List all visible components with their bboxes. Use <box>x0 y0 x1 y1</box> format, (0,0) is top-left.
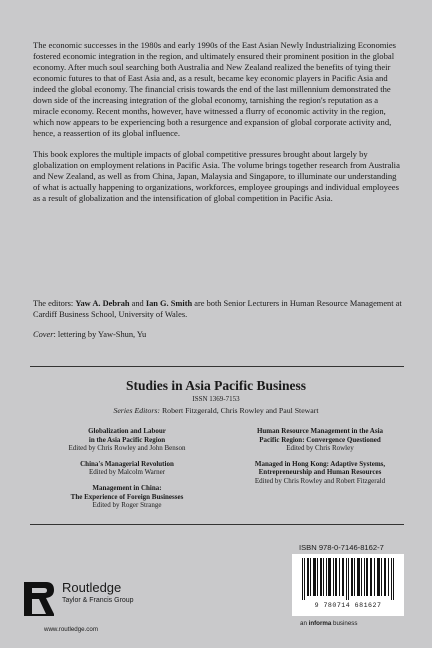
series-title: Studies in Asia Pacific Business <box>125 378 307 393</box>
book-list-right <box>230 427 410 493</box>
publisher-group: Taylor & Francis Group <box>62 597 134 604</box>
book-list-left <box>52 427 202 517</box>
book-item <box>52 484 202 510</box>
book-item <box>230 427 410 453</box>
routledge-logo-icon <box>20 578 58 623</box>
cover-text: : lettering by Yaw-Shun, Yu <box>53 330 147 339</box>
informa-brand: informa <box>308 620 332 627</box>
editors-suffix: are both Senior Lecturers in Human Resource Management at Cardiff Business School, University of Wales. <box>33 299 402 319</box>
book-editor: Edited by Chris Rowley <box>286 444 354 453</box>
blurb <box>33 40 405 214</box>
book-title: China's Managerial Revolution <box>80 459 174 468</box>
book-item <box>52 460 202 477</box>
book-item <box>52 427 202 453</box>
book-editor: Edited by Roger Strange <box>92 501 162 510</box>
cover-label: Cover <box>33 330 54 339</box>
editor-name-1: Yaw A. Debrah <box>75 299 130 308</box>
barcode-bars-icon <box>292 554 404 600</box>
book-editor: Edited by Malcolm Warner <box>88 468 166 477</box>
series-editors <box>0 406 432 415</box>
divider-top <box>30 366 404 367</box>
editors-prefix: The editors: <box>33 299 76 308</box>
editors-note <box>33 298 405 320</box>
barcode-number: 9 780714 681627 <box>314 602 382 609</box>
blurb-paragraph-2: This book explores the multiple impacts of global competitive pressures brought about largely by globalization on employment relations in Pacific Asia. The volume brings together research from Australia and New Zealand, as well as from China, Japan, Malaysia and Singapore, to illuminate our understanding of what is actually happening to organizations, workforces, employee groupings and individual employees as a result of globalization and the intensification of global competition in Pacific Asia. <box>33 149 400 203</box>
informa-tagline <box>300 620 357 627</box>
editors-and: and <box>129 299 146 308</box>
informa-suffix: business <box>331 620 358 627</box>
book-title: Globalization and Labour in the Asia Pacific Region <box>88 427 166 444</box>
series-issn: ISSN 1369-7153 <box>192 395 240 403</box>
book-title: Managed in Hong Kong: Adaptive Systems, Entrepreneurship and Human Resources <box>254 459 386 477</box>
book-editor: Edited by Chris Rowley and John Benson <box>68 444 186 453</box>
series-editors-label: Series Editors: <box>113 406 161 415</box>
book-title: Management in China: The Experience of Foreign Businesses <box>70 483 184 501</box>
cover-credit <box>33 330 146 339</box>
book-item <box>230 460 410 486</box>
divider-bottom <box>30 524 404 525</box>
editor-name-2: Ian G. Smith <box>145 299 193 308</box>
publisher-name: Routledge <box>62 580 122 595</box>
publisher-url[interactable]: www.routledge.com <box>44 626 98 633</box>
book-editor: Edited by Chris Rowley and Robert Fitzgerald <box>254 476 386 485</box>
blurb-paragraph-1: The economic successes in the 1980s and early 1990s of the East Asian Newly Industrializing Economies fostered economic integration in the region, and ultimately ensured their prominent position in the global economy. After much soul searching both Australia and New Zealand realized the benefits of tying their economic futures to that of East Asia and, as a result, became key economic players in Pacific Asia and indeed the global economy. The financial crisis towards the end of the last millennium demonstrated the down side of the increasing integration of the global economy, tarnishing the region's reputation as a miracle economy. Recent months, however, have witnessed a flurry of economic activity in the region, which now appears to be experiencing both a resurgence and expansion of global corporate activity and, hence, a reassertion of its global influence. <box>33 40 396 138</box>
book-title: Human Resource Management in the Asia Pacific Region: Convergence Questioned <box>256 427 384 444</box>
informa-prefix: an <box>300 620 309 627</box>
series-editors-names: Robert Fitzgerald, Chris Rowley and Paul Stewart <box>160 406 319 415</box>
isbn-label: ISBN 978-0-7146-8162-7 <box>299 543 384 552</box>
